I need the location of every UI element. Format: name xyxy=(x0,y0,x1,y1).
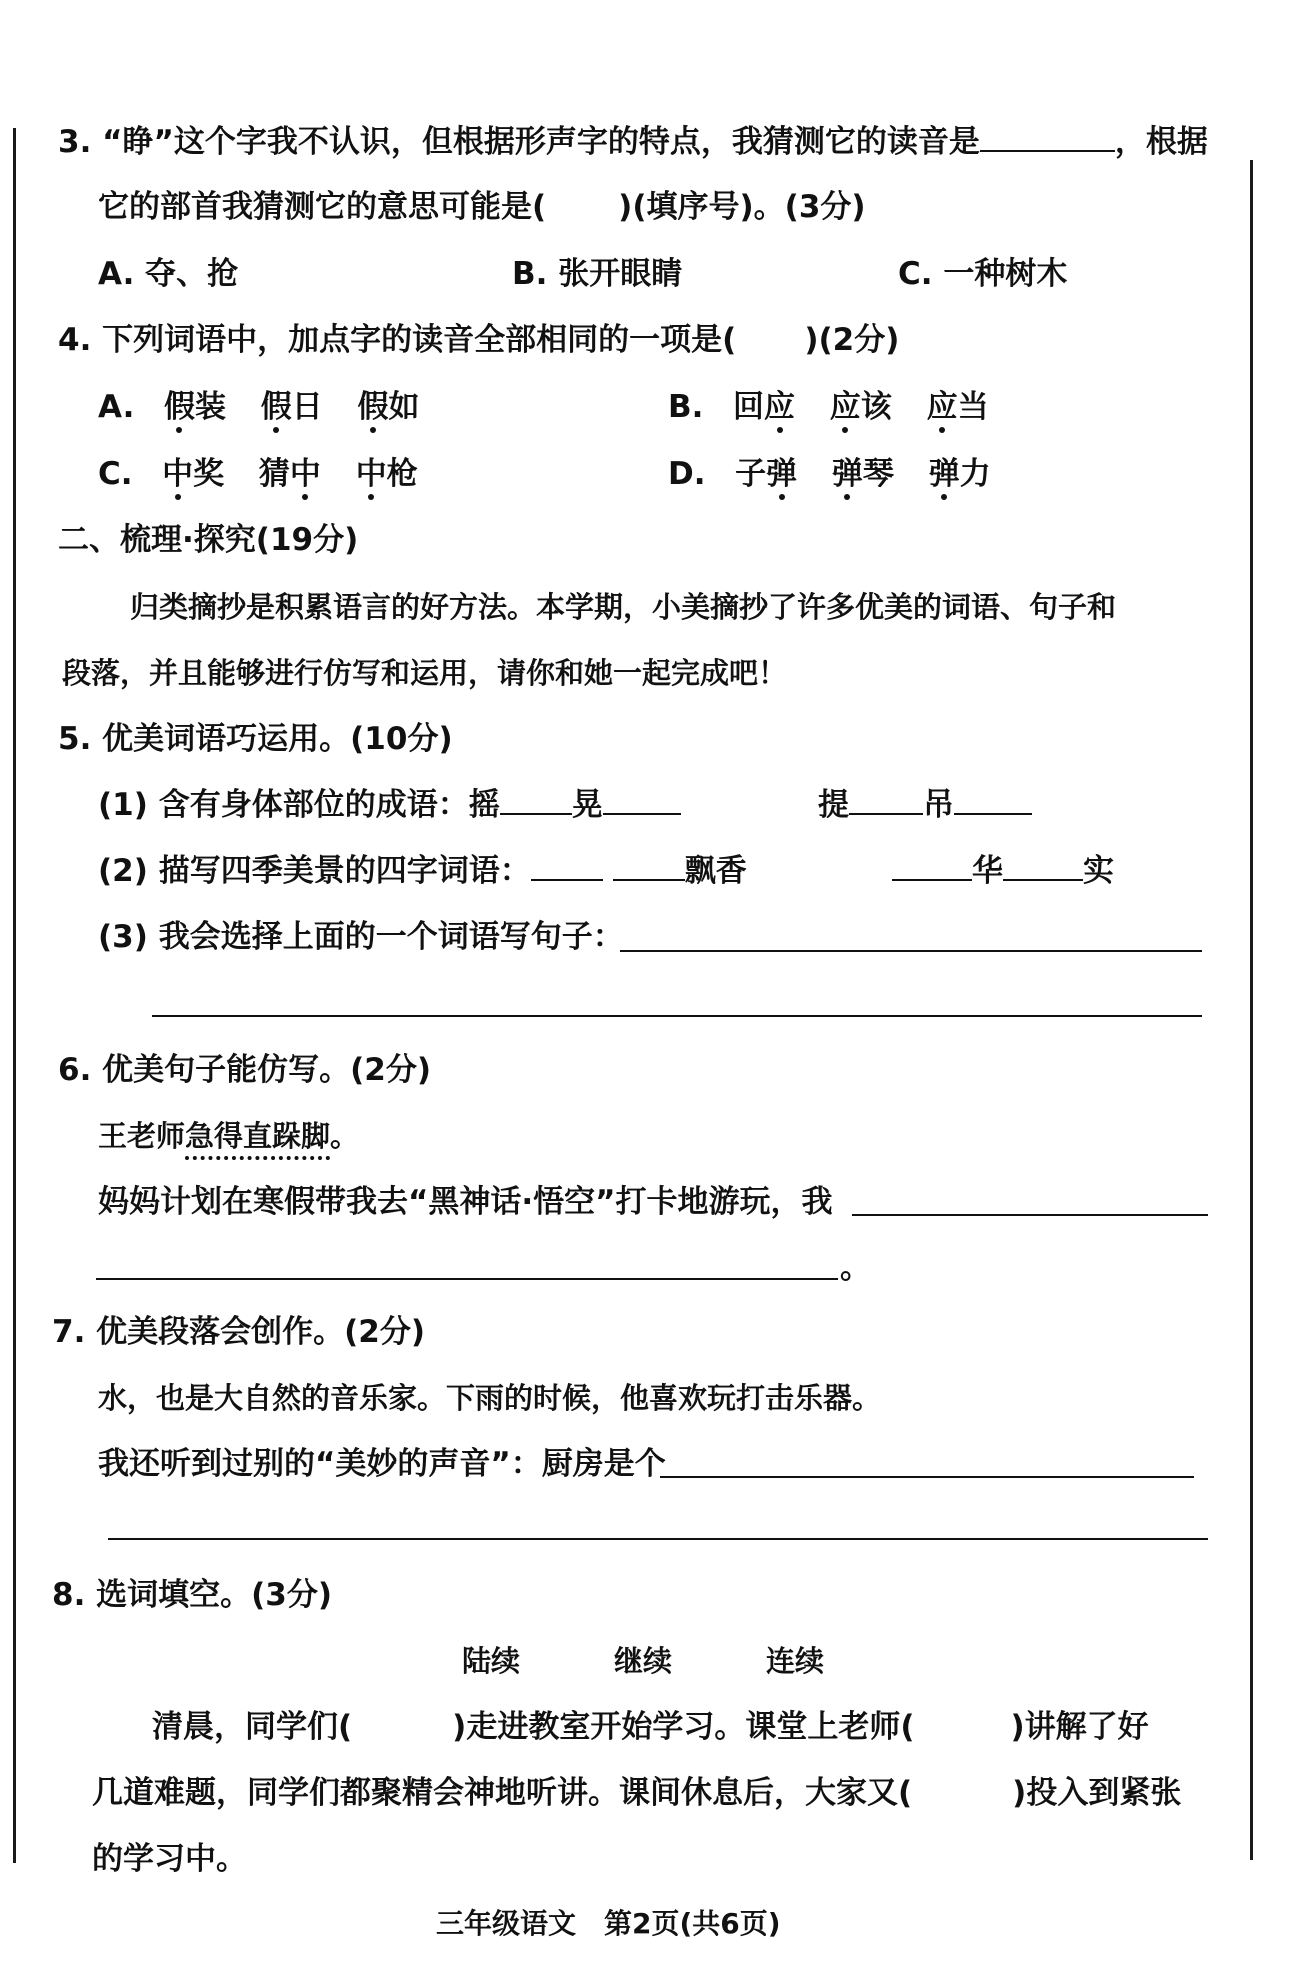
q8-option-3: 连续 xyxy=(766,1644,825,1678)
q5-sentence-line1[interactable] xyxy=(620,950,1202,952)
word: 假如 xyxy=(357,389,420,425)
word: 假日 xyxy=(260,389,323,425)
word: 中枪 xyxy=(355,456,418,492)
word: 猜中 xyxy=(258,456,321,492)
q5-s2-blank1[interactable] xyxy=(531,849,603,881)
word: 中奖 xyxy=(162,456,225,492)
q5-sub2-second: 华 实 xyxy=(892,849,1114,893)
section-title: 二、梳理·探究(19分) xyxy=(58,522,359,558)
q3-option-b: B. 张开眼睛 xyxy=(512,256,683,292)
word: 假装 xyxy=(163,389,226,425)
q3-stem-text: 3. “睁”这个字我不认识，但根据形声字的特点，我猜测它的读音是 xyxy=(58,124,980,160)
q5-s1-blank4[interactable] xyxy=(954,783,1032,815)
q5-s2-blank2[interactable] xyxy=(613,849,685,881)
q5-s1-blank1[interactable] xyxy=(500,783,572,815)
q5-s1-blank3[interactable] xyxy=(849,783,923,815)
q5-title: 5. 优美词语巧运用。(10分) xyxy=(58,721,453,757)
q7-example: 水，也是大自然的音乐家。下雨的时候，他喜欢玩打击乐器。 xyxy=(98,1381,882,1415)
word: 应该 xyxy=(829,389,892,425)
section-intro-line1: 归类摘抄是积累语言的好方法。本学期，小美摘抄了许多优美的词语、句子和 xyxy=(130,590,1117,624)
q8-option-2: 继续 xyxy=(614,1644,673,1678)
q5-sentence-line2[interactable] xyxy=(152,1015,1202,1017)
q3-pronunciation-blank[interactable] xyxy=(980,120,1115,152)
q5-s1-blank2[interactable] xyxy=(603,783,681,815)
q4-stem: 4. 下列词语中，加点字的读音全部相同的一项是( )(2分) xyxy=(58,322,900,358)
q6-dotted-phrase: 急得直跺脚 xyxy=(185,1119,331,1153)
q5-sub2: (2) 描写四季美景的四字词语： 飘香 xyxy=(98,849,747,893)
word: 子弹 xyxy=(735,456,798,492)
q6-example: 王老师急得直跺脚。 xyxy=(98,1119,360,1153)
q4-option-d: D. 子弹 弹琴 弹力 xyxy=(668,456,991,492)
word: 应当 xyxy=(926,389,989,425)
q5-sub1: (1) 含有身体部位的成语：摇 晃 xyxy=(98,783,681,827)
q3-option-c: C. 一种树木 xyxy=(898,256,1068,292)
page-footer: 三年级语文 第2页(共6页) xyxy=(436,1907,781,1940)
q4-option-c: C. 中奖 猜中 中枪 xyxy=(98,456,418,492)
q6-prompt: 妈妈计划在寒假带我去“黑神话·悟空”打卡地游玩，我 xyxy=(98,1184,833,1220)
q7-prompt: 我还听到过别的“美妙的声音”：厨房是个 xyxy=(98,1446,666,1482)
q8-option-1: 陆续 xyxy=(462,1644,521,1678)
q8-paragraph-line1: 清晨，同学们( )走进教室开始学习。课堂上老师( )讲解了好 xyxy=(152,1709,1149,1745)
q6-end-period: 。 xyxy=(840,1250,871,1286)
word: 弹力 xyxy=(928,456,991,492)
q5-s2-blank3[interactable] xyxy=(892,849,972,881)
section-intro-line2: 段落，并且能够进行仿写和运用，请你和她一起完成吧！ xyxy=(62,656,788,690)
q4-option-b: B. 回应 应该 应当 xyxy=(668,389,989,425)
word: 回应 xyxy=(733,389,795,425)
q7-answer-line2[interactable] xyxy=(108,1538,1208,1540)
q6-answer-line2[interactable] xyxy=(96,1278,838,1280)
left-border-line xyxy=(13,128,16,1863)
q5-sub3: (3) 我会选择上面的一个词语写句子： xyxy=(98,919,624,955)
q3-line2: 它的部首我猜测它的意思可能是( )(填序号)。(3分) xyxy=(98,189,866,225)
word: 弹琴 xyxy=(831,456,894,492)
q8-title: 8. 选词填空。(3分) xyxy=(52,1577,333,1613)
q3-line1: 3. “睁”这个字我不认识，但根据形声字的特点，我猜测它的读音是 ，根据 xyxy=(58,120,1208,164)
q7-answer-line1[interactable] xyxy=(660,1476,1194,1478)
q5-sub1-second: 提 吊 xyxy=(818,783,1032,827)
q3-option-a: A. 夺、抢 xyxy=(98,256,239,292)
q8-paragraph-line2: 几道难题，同学们都聚精会神地听讲。课间休息后，大家又( )投入到紧张 xyxy=(92,1775,1182,1811)
right-border-line xyxy=(1250,160,1253,1860)
q6-answer-line1[interactable] xyxy=(852,1214,1208,1216)
q7-title: 7. 优美段落会创作。(2分) xyxy=(52,1314,426,1350)
q4-option-a: A. 假装 假日 假如 xyxy=(98,389,420,425)
q8-paragraph-line3: 的学习中。 xyxy=(92,1841,247,1877)
q5-s2-blank4[interactable] xyxy=(1003,849,1083,881)
q6-title: 6. 优美句子能仿写。(2分) xyxy=(58,1052,432,1088)
